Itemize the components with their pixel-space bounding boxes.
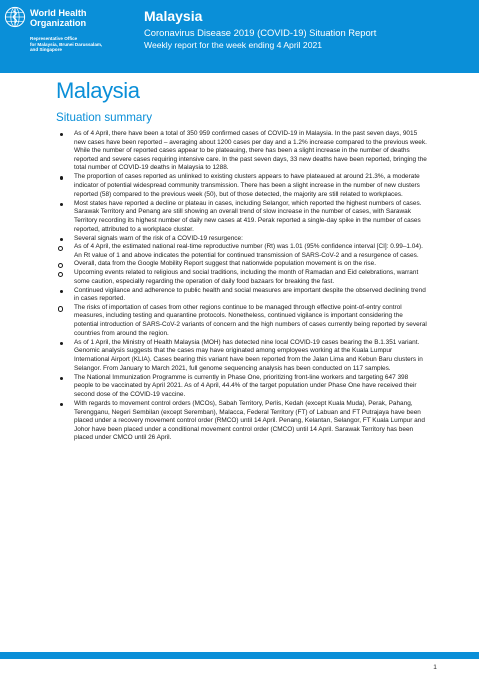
summary-bullet [58,235,428,287]
sub-bullet-list [58,243,428,286]
sub-bullet [58,260,428,269]
org-sub-line: and Singapore [30,47,62,53]
sub-bullet [58,243,428,260]
regional-office-name [30,36,102,53]
section-heading: Situation summary [56,111,153,124]
bullet-text: Several signals warn of the risk of a COVID-19 resurgence: [74,234,243,242]
bullet-text: The National Immunization Programme is currently in Phase One, prioritizing front-line workers and targeting 647 398 people to be vaccinated by April 2021. As of 4 April, 44.4% of the target population under Phase One have received their second dose of the COVID-19 vaccine. [74,373,417,398]
summary-bullet [58,287,428,339]
summary-bullet [58,374,428,400]
summary-bullet [58,130,428,173]
summary-bullet [58,339,428,373]
sub-bullet-list [58,304,428,338]
footer-stripe [0,652,479,659]
page-title: Malaysia [56,78,140,103]
bullet-text: As of 4 April, there have been a total of 350 959 confirmed cases of COVID-19 in Malaysia. In the past seven days, 9015 new cases have been reported – averaging about 1200 cases per day and a 1.2% increase compared to the previous week. While the number of reported cases appear to be plateauing, there has been a slight increase in the number of deaths reported and severe cases requiring intensive care. In the past seven days, 33 new deaths have been reported, bringing the total number of COVID-19 deaths in Malaysia to 1288. [74,130,427,172]
sub-bullet [58,269,428,286]
summary-bullet [58,173,428,199]
bullet-text: The proportion of cases reported as unlinked to existing clusters appears to have plateaued at around 21.3%, a moderate indicator of potential widespread community transmission. There has been a slight increase in the number of new clusters reported (58) compared to the previous week (50), but of those detected, the majority are still related to workplaces. [74,173,420,198]
header-country: Malaysia [144,8,203,24]
organization-name [30,9,87,28]
org-sub-line: for Malaysia, Brunei Darussalam, [30,41,103,47]
report-header [0,0,479,73]
page-number: 1 [433,664,437,671]
report-title: Coronavirus Disease 2019 (COVID-19) Situation Report [144,27,377,38]
bullet-text: With regards to movement control orders (MCOs), Sabah Territory, Perlis, Kedah (except Kuala Muda), Perak, Pahang, Terengganu, Negeri Sembilan (except Seremban), Malacca, Federal Territory (FT) of Labuan and FT Putrajaya have been placed under a recovery movement control order (RMCO) until 14 April. Penang, Kelantan, Selangor, FT Kuala Lumpur and Johor have been placed under a conditional movement control order (CMCO) until 14 April. Sarawak Territory has been placed under CMCO until 26 April. [74,399,425,442]
sub-bullet-text: As of 4 April, the estimated national real-time reproductive number (Rt) was 1.01 (95% confidence interval [CI]: 0.99–1.04). An Rt value of 1 and above indicates the potential for continued transmission of SARS-CoV-2 and a resurgence of cases. [74,243,423,259]
bullet-text: As of 1 April, the Ministry of Health Malaysia (MOH) has detected nine local COVID-19 cases bearing the B.1.351 variant. Genomic analysis suggests that the cases may have originated among employees working at the Kuala Lumpur International Airport (KLIA). Cases bearing this variant have been reported from the Jalan Lima and Kebun Baru clusters in Selangor. From January to March 2021, full genome sequencing analysis has been conducted on 117 samples. [74,338,423,372]
summary-list [58,130,428,443]
page-footer [0,652,479,677]
who-emblem-icon [4,6,26,28]
bullet-text: Continued vigilance and adherence to public health and social measures are important despite the observed declining trend in cases reported. [74,286,426,303]
org-sub-line: Representative Office [30,36,78,41]
sub-bullet [58,304,428,338]
summary-bullet [58,200,428,234]
org-name-line: World Health [30,8,87,18]
sub-bullet-text: The risks of importation of cases from other regions continue to be managed through effective point-of-entry control measures, including testing and quarantine protocols. Nonetheless, continued vigilance is important considering the potential introduction of SARS-CoV-2 variants of concern and the high numbers of cases currently being reported by several countries from around the region. [74,303,427,337]
bullet-text: Most states have reported a decline or plateau in cases, including Selangor, which reported the highest numbers of cases. Sarawak Territory and Penang are still showing an overall trend of slow increase in the number of cases, with Sarawak Territory recording its highest number of daily new cases at 419. Perak reported a single-day spike in the number of cases reported, attributed to a workplace cluster. [74,199,422,233]
sub-bullet-text: Overall, data from the Google Mobility Report suggest that nationwide population movement is on the rise. [74,260,377,268]
org-name-line: Organization [30,17,87,28]
report-subtitle: Weekly report for the week ending 4 April 2021 [144,40,323,50]
sub-bullet-text: Upcoming events related to religious and social traditions, including the month of Ramadan and Eid celebrations, warrant some caution, especially regarding the operation of daily food bazaars for breaking the fast. [74,269,419,285]
summary-bullet [58,400,428,443]
